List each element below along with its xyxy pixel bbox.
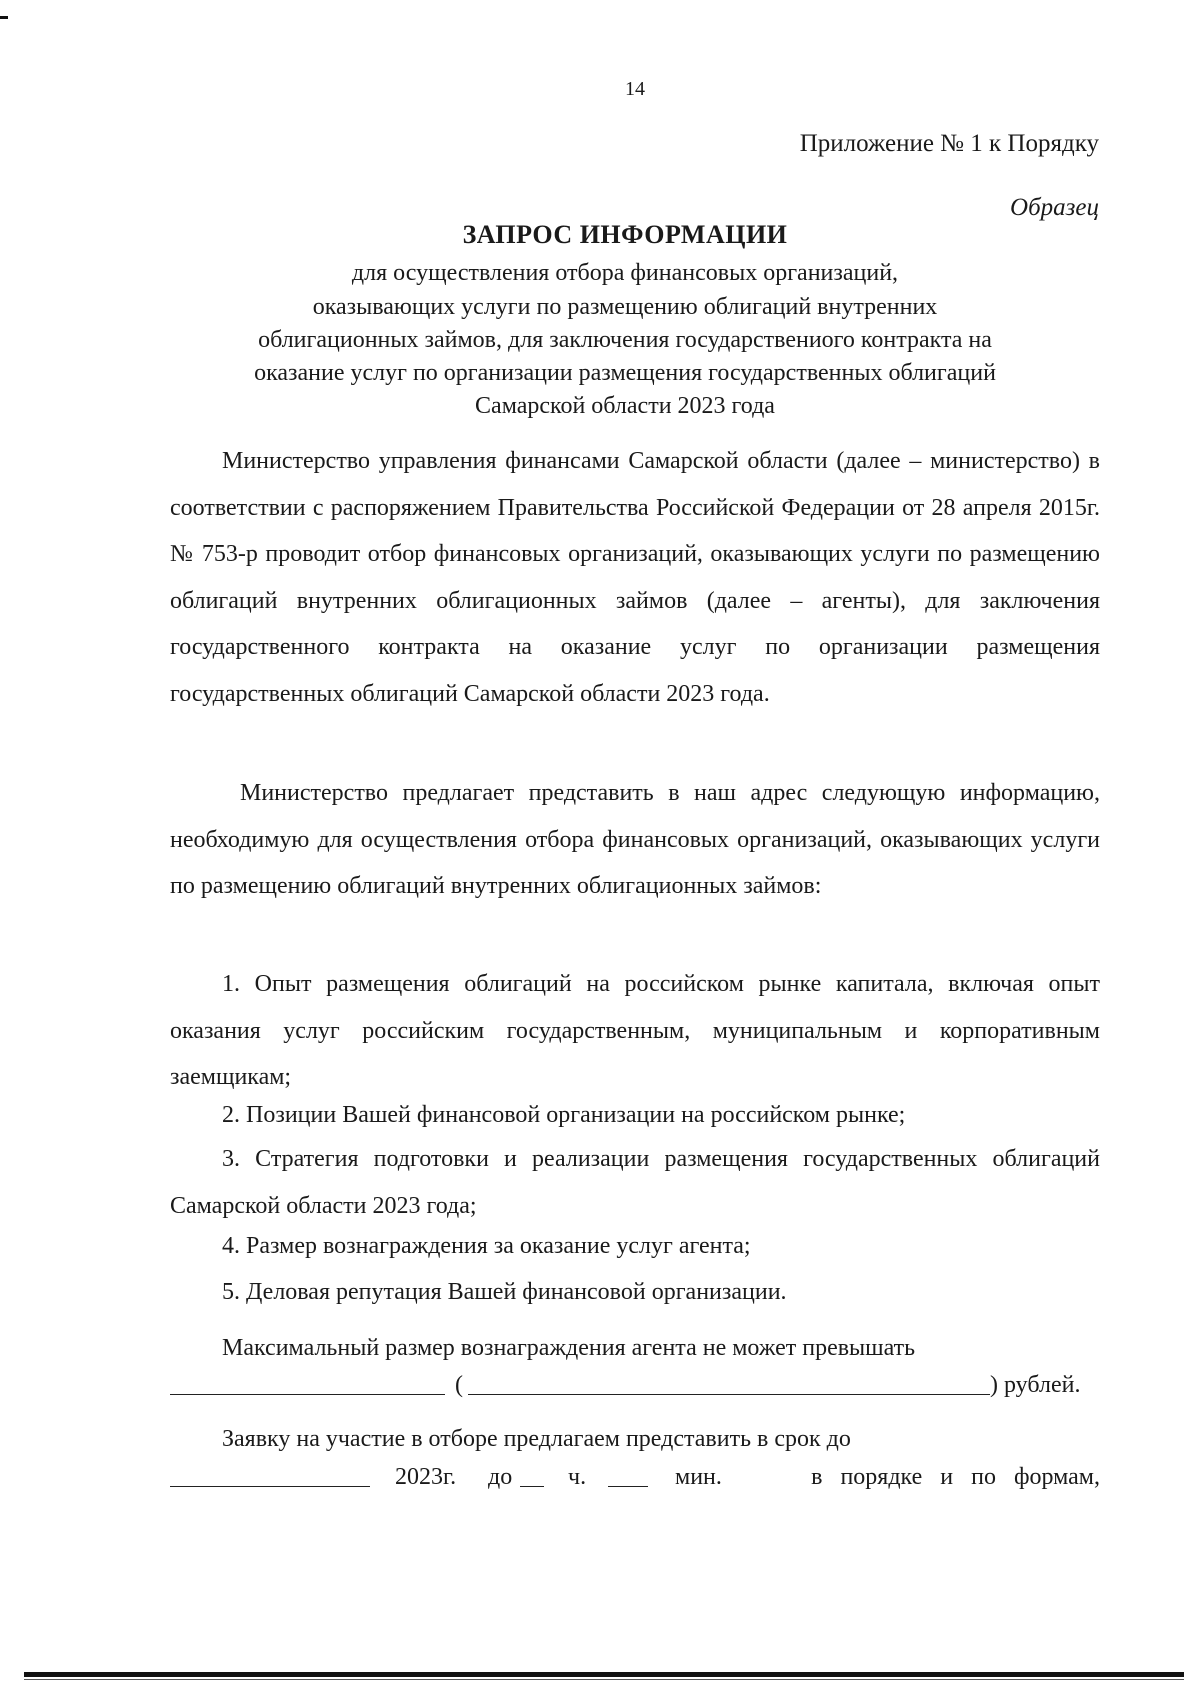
document-title: ЗАПРОС ИНФОРМАЦИИ	[462, 220, 788, 249]
scan-edge-mark	[0, 16, 8, 19]
deadline-minutes-blank[interactable]	[608, 1462, 648, 1487]
fee-amount-words-blank[interactable]	[468, 1370, 990, 1395]
list-item-fee: 4. Размер вознаграждения за оказание услуг агента;	[222, 1233, 751, 1259]
deadline-hours-label: ч.	[568, 1464, 587, 1490]
deadline-year: 2023г.	[395, 1464, 457, 1490]
list-item-experience: 1. Опыт размещения облигаций на российском рынке капитала, включая опыт оказания услуг российским государственным, муниципальным и корпоративным заемщикам;	[170, 971, 1100, 1090]
page-bottom-border-thin	[24, 1679, 1184, 1680]
subtitle-line: оказывающих услуги по размещению облигаций внутренних	[312, 294, 938, 320]
deadline-rest: в порядке и по формам,	[811, 1464, 1100, 1490]
fee-amount-row	[170, 1370, 1100, 1404]
fee-amount-blank[interactable]	[170, 1370, 445, 1395]
subtitle-line: для осуществления отбора финансовых организаций,	[351, 260, 899, 286]
intro-paragraph: Министерство управления финансами Самарской области (далее – министерство) в соответствии с распоряжением Правительства Российской Федерации от 28 апреля 2015г. № 753-р проводит отбор финансовых организаций, оказывающих услуги по размещению облигаций внутренних облигационных займов (далее – агенты), для заключения государственного контракта на оказание услуг по организации размещения государственных облигаций Самарской области 2023 года.	[170, 448, 1100, 707]
page-number: 14	[625, 78, 645, 100]
page-bottom-border	[24, 1672, 1184, 1677]
fee-suffix: ) рублей.	[990, 1372, 1081, 1398]
subtitle-line: облигационных займов, для заключения государствениого контракта на	[258, 327, 992, 353]
list-item-reputation: 5. Деловая репутация Вашей финансовой организации.	[222, 1279, 787, 1305]
request-paragraph: Министерство предлагает представить в наш адрес следующую информацию, необходимую для осуществления отбора финансовых организаций, оказывающих услуги по размещению облигаций внутренних облигационных займов:	[170, 780, 1100, 899]
sample-label: Образец	[1010, 194, 1099, 221]
deadline-hours-blank[interactable]	[520, 1462, 544, 1487]
list-item-position: 2. Позиции Вашей финансовой организации на российском рынке;	[222, 1102, 906, 1128]
application-paragraph: Заявку на участие в отборе предлагаем представить в срок до	[222, 1426, 851, 1452]
deadline-until: до	[488, 1464, 513, 1490]
subtitle-line: Самарской области 2023 года	[475, 393, 775, 419]
subtitle-line: оказание услуг по организации размещения государственных облигаций	[254, 360, 996, 386]
list-item-strategy: 3. Стратегия подготовки и реализации размещения государственных облигаций Самарской области 2023 года;	[170, 1146, 1100, 1219]
fee-open-paren: (	[455, 1372, 463, 1398]
max-fee-paragraph: Максимальный размер вознаграждения агента не может превышать	[222, 1335, 916, 1361]
appendix-label: Приложение № 1 к Порядку	[799, 130, 1099, 157]
deadline-row	[170, 1462, 1100, 1498]
deadline-date-blank[interactable]	[170, 1462, 370, 1487]
deadline-minutes-label: мин.	[675, 1464, 722, 1490]
